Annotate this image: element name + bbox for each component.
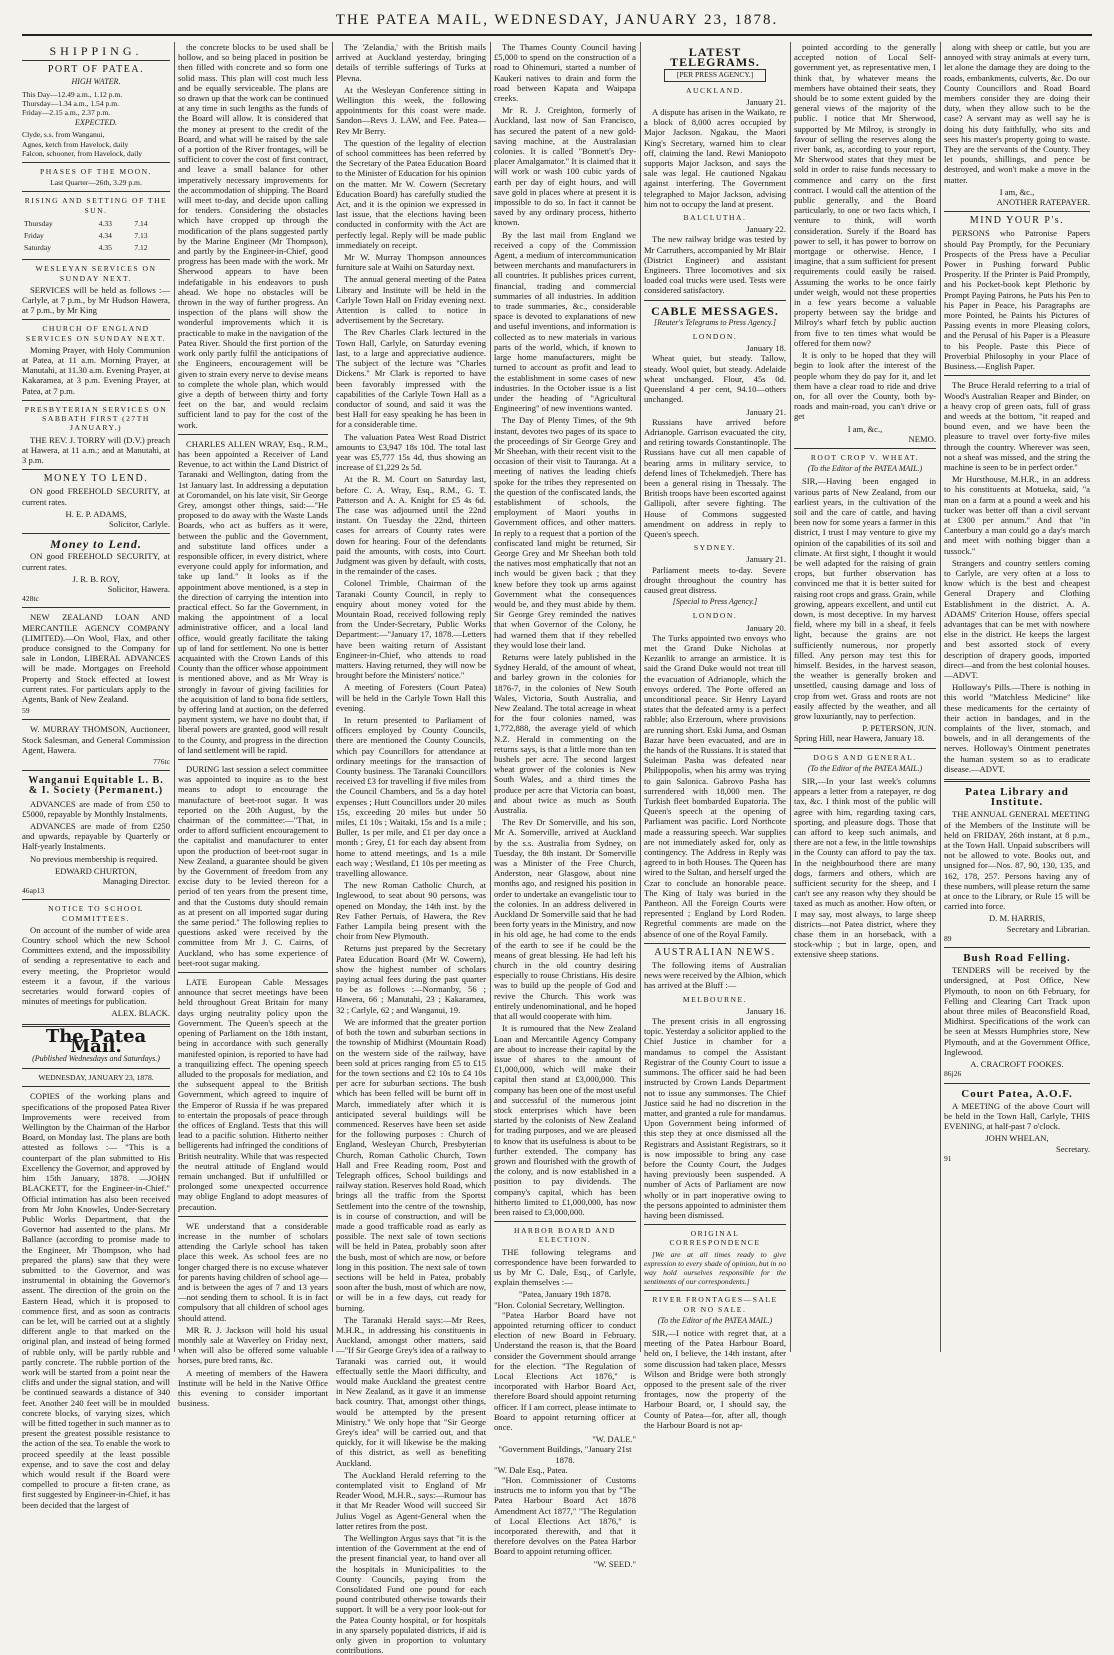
article-text: A meeting of members of the Hawera Institute will be held in the Native Office this evening to consider important business.: [178, 1367, 328, 1409]
divider: [178, 434, 328, 435]
cable-text: The Turks appointed two envoys who met the Grand Duke Nicholas at Kezanlik to arrange an armistice. It is said the Grand Duke would not treat till the evacuation of Adrianople, which the envoys ordered. The Porte offered an unconditional peace. Sir Henry Layard states that the defeated army is a perfect rabble; also Erzeroum, where provisions are running short. Eski Juma, and Osman Bazar have been evacuated, and are in the hands of the Russians. It is stated that Suleiman Pasha was defeated near Philippopolis, when his army was trying to gain Salonica. Gabrovo Pasha has surrendered with 18,000 men. The Turkish fleet bombarded Eupatoria. The Queen's speech at the opening of Parliament was pacific. Lord Northcote made a reassuring speech. War supplies are not immediately asked for, only as contingency. The Address in Reply was agreed to in both Houses. The Queen has wired to the Sultan, and herself urged the Czar to conclude an honorable peace. The King of Italy was buried in the Pantheon. All the Foreign Courts were represented ; England by Lord Roden. Regretful comments are made on the absence of one of the Royal Family.: [644, 632, 787, 939]
news-item: We are informed that the greater portion of both the town and suburban sections in the township of Midhirst (Mountain Road) on the western side of the railway, have been sold at prices ranging from £5 to £15 for the town sections and £2 10s to £4 10s per acre for suburban sections. The bush which has been felled will be burnt off in March, immediately after which it is anticipated several buildings will be commenced. Reserves have been set aside for the following purposes : Church of England, Wesleyan Church, Presbyterian Church, Roman Catholic Church, Town Hall and Free Reading room, Post and Telegraph offices, School buildings and railway station. Reserves hold Road, which brings all the traffic from the Sportst Settlement into the centre of the township, is in course of construction, and will be made a good trafficable road as early as possible. The next sale of town sections will be held in Patea, probably soon after the bush, most of which are now, or before long in this position. The next sale of town sections will be held in Patea, probably soon after the bush, most of which are now, or will be in a few days, cut ready for burning.: [336, 1016, 486, 1313]
table-row: [24, 219, 168, 229]
ad-code: 46ap13: [22, 886, 45, 896]
news-item: The new Roman Catholic Church, at Inglewood, to seat about 90 persons, was opened on Monday, the 14th inst. by the Rev Father Pertuis, of Hawera, the Rev Father Lampila being present with the choir from New Plymouth.: [336, 880, 486, 942]
adams-title: Solicitor, Carlyle.: [109, 518, 170, 529]
library-text: THE ANNUAL GENERAL MEETING of the Members of the Institute will be held on FRIDAY, 26th instant, at 8 p.m., at the Town Hall. Unpaid subscribers will not be allowed to vote. Books out, and unsigned for—Nos. 87, 90, 130, 135, and 162, 178, 257. Persons having any of these numbers, will please return the same at once to the Library, or Rule 15 will be carried into force.: [944, 809, 1090, 912]
reuter-label: [Reuter's Telegrams to Press Agency.]: [653, 317, 777, 327]
cable-messages-heading: CABLE MESSAGES.: [651, 303, 779, 318]
money-lend-heading: Money to Lend.: [50, 537, 142, 552]
article-text: CHARLES ALLEN WRAY, Esq., R.M., has been appointed a Receiver of Land Revenue, to act within the Land District of Taranaki and Wellington, dating from the 1st January last. In addressing a deputation at Coromandel, on his late visit, Sir George Grey, amongst other things, said:—"He proposed to do away with the Waste Lands Boards, who act as buffers as it were, between the public and the Government, and substitute land offices under a responsible officer, in every district, where everyone could apply for information, and take up land." It looks as if the appointment above mentioned, is a step in the direction of carrying the intention into practical effect. So far the Government, in making the appointment of a local administrative officer, and a local land office, would greatly facilitate the taking up of land for settlement. No one is better acquainted with the Crown Lands of this County than the officer whose appointment is mentioned above, and as Mr Wray is strongly in favour of giving facilities for the acquisition of land to bona fide settlers, by offering land at auction, on the deferred payment system, we have no doubt that, if liberal powers are granted, good will result to the County, and progress in the direction of land settlement will be rapid.: [178, 438, 328, 755]
dogs-heading: DOGS AND GENERAL.: [813, 752, 917, 762]
dateline: WEDNESDAY, JANUARY 23, 1878.: [38, 1073, 154, 1083]
letter-signoff: I am, &c.,: [847, 423, 883, 434]
news-item: The valuation Patea West Road District amounts to £3,947 18s 10d. The total last year was £5,777 15s 4d, thus showing an increase of £1,229 2s 5d.: [336, 431, 486, 473]
telegram-date: "Patea, January 19th 1878.: [518, 1289, 612, 1300]
dateline: January 21.: [746, 554, 786, 565]
divider: [22, 400, 170, 401]
table-row: [24, 243, 168, 253]
column-rule: [490, 42, 491, 1352]
harbor-heading: HARBOR BOARD AND ELECTION.: [513, 1226, 617, 1245]
paper-title: The Patea Mail.: [45, 1025, 147, 1057]
expected-line: Falcon, schooner, from Havelock, daily: [22, 148, 143, 158]
column-5: [644, 42, 787, 1430]
divider: [178, 759, 328, 760]
divider: [22, 319, 170, 320]
divider: [22, 259, 170, 260]
wesleyan-text: SERVICES will be held as follows :— Carlyle, at 7 p.m., by Mr Hudson Hawera, at 7 p.m., by Mr King: [22, 284, 170, 316]
roy-title: Solicitor, Hawera.: [107, 583, 170, 594]
rise-cell: 4.34: [98, 231, 112, 241]
set-cell: 7.12: [134, 243, 148, 253]
auckland-heading: AUCKLAND.: [685, 85, 744, 95]
bush-text: TENDERS will be received by the undersigned, at Post Office, New Plymouth, to noon on 6th February, for Felling and Clearing Cart Track upon about three miles of Beaconsfield Road, Midhirst. Specifications of the work can be seen at Messrs Humphries store, New Plymouth, and at the Government Office, Inglewood.: [944, 965, 1090, 1057]
dateline: January 21.: [746, 96, 786, 107]
expected-line: Clyde, s.s. from Wanganui,: [22, 130, 105, 140]
set-cell: 7.13: [134, 231, 148, 241]
ad-code: 86j26: [944, 1069, 962, 1079]
divider: [22, 607, 170, 608]
table-row: [24, 231, 168, 241]
dateline: January 22.: [746, 224, 786, 235]
news-item: Mr R. J. Creighton, formerly of Auckland, last now of San Francisco, has secured the patent of a new gold-saving machine, at the Australasian colonies. It is called "Bonnett's Dry-placer Amalgamator." It is claimed that it will work or wash 100 cubic yards of earth per day of eight hours, and will save gold in places where at present it is impossible to do so. In fact it cannot be saved by any ordinary process, hitherto known.: [494, 105, 636, 228]
news-item: The Wellington Argus says that "it is the intention of the Government at the end of the present financial year, to hand over all the hospitals in Municipalities to the County Councils, paying from the Consolidated Fund one pound for each pound contributed otherwise towards their support. It will be a very poor look-out for the Patea County hospital, or for hospitals in any sparsely populated districts, if aid is only given in proportion to voluntary contributions.: [336, 1533, 486, 1655]
court-heading: Court Patea, A.O.F.: [961, 1087, 1073, 1100]
divider: [22, 533, 170, 534]
rise-cell: 4.35: [98, 243, 112, 253]
news-item: The Auckland Herald referring to the contemplated visit to England of Mr Reader Wood, M.H.R., says:—Rumour has it that Mr Reader Wood will succeed Sir Julius Vogel as Agent-General when the latter retires from the post.: [336, 1469, 486, 1531]
harris-name: D. M. HARRIS,: [988, 913, 1046, 924]
column-3: [336, 42, 486, 1655]
news-item: The Taranaki Herald says:—Mr Rees, M.H.R., in addressing his constituents in Auckland, amongst other matters, said—"If Sir George Grey's idea of a railway to Taranaki was carried out, it would effectually settle the Maori difficulty, and would make Auckland the greatest centre in New Zealand, as it gave it an immense back country. That, amongst other things, would be attempted by the present Ministry." We only hope that "Sir George Grey's idea" will be carried out, and that quickly, for it will likewise be the making of this district, as well as benefiting Auckland.: [336, 1314, 486, 1468]
divider: [644, 943, 786, 944]
telegram-text: A dispute has arisen in the Waikato, re a block of 8,000 acres occupied by Major Jackson. Ngakau, the Maori King's Secretary, warned him to clear off, claiming the land. Rewi Maniopoto supports Major Jackson, and says the sale was legal. He cautioned Ngakau against interfering. The Government telegraphed to Major Jackson, advising him not to occupy the land at present.: [644, 107, 786, 209]
letter-signature: P. PETERSON, JUN.: [862, 723, 936, 734]
high-water-list: [22, 90, 170, 118]
letter-signature: NEMO.: [908, 433, 936, 444]
ad-code: 91: [944, 1153, 952, 1163]
day-cell: Saturday: [24, 243, 51, 253]
news-item: Mr W. Murray Thompson announces furniture sale at Waihi on Saturday next.: [336, 252, 486, 273]
melbourne-text: The present crisis in all engrossing topic. Yesterday a solicitor applied to the Chief Justice in chamber for a mandamus to compel the Assistant Registrar of the County Court to issue a summons. The officer said he had been instructed by Crown Lands Department not to issue any summonses. The Chief Justice said he had no discretion in the matter, and granted a rule for mandamus. Upon Government being informed of this step they at once dismissed all the Registrars and Assistant Registrars, so it is now impossible to bring any case before the County Court, the Judges having previously been suspended. A number of Acts of Parliament are now wholly or in part inoperative owing to the persons appointed to administer them having been dismissed.: [644, 1016, 786, 1220]
divider: [22, 770, 170, 771]
divider: [944, 375, 1090, 376]
mind-heading: MIND YOUR P's.: [969, 215, 1065, 227]
whelan-name: JOHN WHELAN,: [985, 1133, 1049, 1144]
wanganui-text-1: ADVANCES are made of from £50 to £5000, repayable by Monthly Instalments.: [22, 798, 170, 819]
wanganui-text-3: No previous membership is required.: [30, 853, 158, 864]
adams-name: H. E. P. ADAMS,: [65, 508, 127, 519]
news-item: The annual general meeting of the Patea Library and Institute will be held in the Carlyle Town Hall on Friday evening next. Attention is called to notice in advertisement by the Secretary.: [336, 274, 486, 326]
divider: [794, 748, 936, 749]
divider: [178, 972, 328, 973]
moon-phase: Last Quarter—26th, 3.29 p.m.: [50, 178, 142, 188]
news-item: Colonel Trimble, Chairman of the Taranaki County Council, in reply to enquiry about money voted for the Mountain Road, received following reply from the Under-Secretary, Public Works Department:—"January 17, 1878.—Letters have been waiting return of Assistant Engineer-in-Chief, who attends to road matters. Having returned, they will now be brought before the Ministers' notice.": [336, 578, 486, 681]
ad-code: 59: [22, 706, 30, 716]
correspondence-note: [We are at all times ready to give expression to every shade of opinion, but in no way hold ourselves responsible for the sentiments of our correspondents.]: [644, 1249, 786, 1287]
divider: [794, 448, 936, 449]
port-heading: PORT OF PATEA.: [47, 64, 145, 76]
divider: [644, 300, 786, 301]
telegram-signature: "W. DALE.": [592, 1434, 636, 1445]
letter-text: SIR,—I notice with regret that, at a meeting of the Patea Harbour Board, held on, I believe, the 14th instant, after some discussion had taken place, Messrs Wilson and Bridge were both strongly opposed to the present sale of the river frontages, now the property of the Harbour Board, or, I should say, the County of Patea—for, after all, though the Harbour Board is not ap-: [644, 1327, 786, 1430]
divider: [22, 719, 170, 720]
divider: [22, 899, 170, 900]
cable-text: Russians have arrived before Adrianople. Garrison evacuated the city, and retiring towards Constantinople. The Russians have cut all men capable of bearing arms in military service, to defend lines of Tchekmedjeh. There has been a general rising in Thessaly. The British troops have been escorted against Gallipoli, after severe fighting. The House of Commons suggested amendment on address in reply to Queen's speech.: [644, 416, 786, 539]
news-item: The 'Zelandia,' with the British mails arrived at Auckland yesterday, bringing details of terrible sufferings of Turks at Plevna.: [336, 42, 486, 83]
news-item: It is rumoured that the New Zealand Loan and Mercantile Agency Company are about to increase their capital by the issue of shares to the amount of £1,000,000, which will make their capital then stand at £3,000,000. This company has been one of the most useful and successful of the numerous joint stock enterprises which have been started by the colonists of New Zealand for trading purposes, and we are pleased to know that its usefulness is about to be further extended. The company has grown and flourished with the growth of the colony, and is now established in a position to pay dividends. The company's capital, which has been hitherto limited to £1,000,000, has now been raised to £3,000,000.: [494, 1023, 636, 1217]
letter-place: Spring Hill, near Hawera, January 18.: [794, 733, 925, 744]
high-water-heading: HIGH WATER.: [71, 77, 121, 87]
cable-text: Wheat quiet, but steady. Tallow, steady. Wool quiet, but steady. Adelaide wheat unchanged. Flour, 45s 0d. Queensland 4 per cent, 94.10—others unchanged.: [644, 353, 786, 405]
divider: [22, 469, 170, 470]
whelan-title: Secretary.: [1055, 1143, 1090, 1154]
column-1: [22, 42, 170, 1510]
library-heading: Patea Library and Institute.: [965, 786, 1069, 809]
news-item: The question of the legality of election of school committees has been referred by the Secretary of the Patea Education Board to the Minister of Education for his opinion on the matter. Mr W. Cowern (Secretary Education Board) has carefully studied the Act, and it is the opinion we expressed in last issue, that the elections having been conducted in conformity with the Act are perfectly legal. Reply will be made public immediately on receipt.: [336, 137, 486, 250]
press-agency-label: [PER PRESS AGENCY.]: [664, 69, 766, 81]
news-item: Holloway's Pills.—There is nothing in this world "Matchless Medicine" like these medicaments for the certainty of their action in bandages, and in the complaints of the liver, stomach, and bowels, and in all derangements of the nerves. Holloway's Ointment penetrates the human system so as to eradicate disease.—ADVT.: [944, 682, 1090, 774]
ad-code: 776tc: [153, 756, 170, 766]
special-label: [Special to Press Agency.]: [672, 597, 758, 607]
column-rule: [640, 42, 641, 1352]
article-text: WE understand that a considerable increase in the number of scholars attending the Carlyle school has taken place this week. As school fees are no longer charged there is no excuse whatever for parents having children of school age—and is between the ages of 7 and 13 years—not sending them to school. It is in fact compulsory that all children of school ages should attend.: [178, 1220, 328, 1323]
letter-text: SIR,—In your last week's columns appears a letter from a ratepayer, re dog tax, &c. I think most of the public will agree with him, regarding taxing cars, sporting, and pleasure dogs. Those that can afford to keep such animals, and there are not a few, in the little townships in the County can afford to pay the tax. In the neighbourhood there are many dogs, farmers and others, which are sufficient security for the sheep, and I can't see any reason why they should be taxed as much as another. How often, or I may say, most always, to large sheep districts—not Patea district, where they chase them in an horseback, with a stock-whip ; but in large, open, and extensive sheep stations.: [794, 776, 936, 960]
editor-address: (To the Editor of the PATEA MAIL.): [657, 1315, 773, 1325]
divider: [944, 1083, 1090, 1084]
cable-text: Parliament meets to-day. Severe drought throughout the country has caused great distress.: [644, 564, 786, 595]
news-item: The Rev Dr Somerville, and his son, Mr A. Somerville, arrived at Auckland by the s.s. Australia from Sydney, on Tuesday, the 8th instant. Dr Somerville was a Minister of the Free Church, Anderston, near Glasgow, about nine months ago, and resigned his position in order to undertake an evangelistic tour to the colonies. In an address delivered in Auckland Dr Somerville said that he had been forty years in the Ministry, and now in his old age, he had come to the ends of the earth to see if he could be the means of great blessing. He had left his church in the old country desiring especially to rouse Christians. His desire was to build up the people of God and revive the Church. This work was entirely undenominational, and he hoped that all would cooperate with him.: [494, 817, 636, 1022]
article-text: the concrete blocks to be used shall be hollow, and so being placed in position be then filled with concrete and so form one solid mass. This plan will cost much less and be equally serviceable. The plans are so drawn up that the work can be continued at any time in such lengths as the funds of the Board will allow. It is considered that the money at present to the credit of the Board, and what will be raised by the sale of a portion of the River frontages, will be sufficient to cover the cost of first contract, and leave a small balance for other imperatively necessary improvements for the accommodation of shipping. The Board will meet to-day, and decide upon calling for tenders. Considering the obstacles which have cropped up through the modification of the plans suggested partly by the Marine Engineer (Mr Thompson), and partly by the Engineer-in-Chief, good progress has been made with the work. Mr Sherwood appears to have been indefatigable in his endeavors to push ahead. We hope no obstacles will be thrown in the way of further progress. An inspection of the plans will show the wonderful improvements which it is practicable to make in the navigation of the Patea River. Should the first portion of the work only partly fulfil the anticipations of the Engineers, encouragement will be given to strain every nerve to devise means to complete the whole plan, which would give a depth of between thirty and forty feet on the bar, and would reclaim sufficient land to pay for the cost of the work.: [178, 42, 328, 430]
rise-cell: 4.33: [98, 218, 112, 228]
melbourne-heading: MELBOURNE.: [682, 994, 748, 1004]
news-item: At the R. M. Court on Saturday last, before C. A. Wray, Esq., R.M., G. T. Patterson and A. A. Knight for £5 4s 6d. The case was adjourned until the 22nd instant. On Tuesday the 22nd, thirteen cases for arrears of County rates were down for hearing. Four of the defendants paid the amounts, with costs, into Court. Judgment was given by default, with costs, in the remainder of the cases.: [336, 474, 486, 577]
news-item: A meeting of Foresters (Court Patea) will be held in the Carlyle Town Hall this evening.: [336, 682, 486, 713]
balclutha-heading: BALCLUTHA.: [683, 213, 747, 223]
roy-name: J. R. B. ROY,: [72, 573, 120, 584]
letter-text: SIR,—Having been engaged in various parts of New Zealand, from our earliest years, in the cultivation of the soil and the care of cattle, and having been now for some years a farmer in this district, I trust I may venture to give my opinion of the capabilities of its soil and climate. At first sight, I thought it would be well adapted for the raising of grain crops, but further observation has convinced me that it is better suited for raising root crops and grass. Grain, while growing, appears excellent, and until cut down, is most deceptive. In my harvest field, where my bill in a sheaf, it feels light, because the grains are not sufficiently numerous, nor properly filled. Any person may test this for himself. Besides, in the harvest season, the weather is generally broken and unsettled, causing damage and loss of crop from wet. Grass and roots are not easily affected by the weather, and all grow luxuriantly, nay to perfection.: [794, 476, 936, 721]
church-text: Morning Prayer, with Holy Communion at Patea, at 11 a.m. Morning Prayer, at Manutahi, at 11.30 a.m. Evening Prayer, at Kakaramea, at 3 p.m. Evening Prayer, at Patea, at 7 p.m.: [22, 344, 170, 396]
column-2: [178, 42, 328, 1409]
editor-address: (To the Editor of the PATEA MAIL.): [807, 464, 923, 474]
telegram-text: The new railway bridge was tested by Mr Carruthers, accompanied by Mr Blair (District Engineer) and assistant Engineers. Three locomotives and six loaded coal trucks were used. Tests were considered satisfactory.: [644, 234, 786, 296]
wanganui-heading: Wanganui Equitable L. B. & I. Society (Permanent.): [28, 775, 164, 797]
news-item: In return presented to Parliament of officers employed by County Councils, there are mentioned the County Councils, which pay Councillors for attendance at ordinary meetings for the transaction of County business. The Taranaki Councillors received £3 for travelling if five miles from the Council Chambers, and 5s a day hotel expenses ; Hutt Councillors under 20 miles 15s, exceeding 20 miles but under 50 miles, £1 10s ; Waitaki, 15s and 1s a mile ; Buller, 1s per mile, and £1 per day once a month ; Grey, £1 for each day absent from home to attend meetings, and 1s a mile each way ; Westland, £1 10s per meeting as travelling allowance.: [336, 715, 486, 879]
telegram-text: "Patea Harbor Board have not appointed returning officer to conduct election of new Board in February. Understand the reason is, that the Board consider the Government should arrange for the election. "The Regulation of Local Elections Act 1876," is incorporated with Harbor Board Act, therefore Board should appoint returning officer. If I am correct, please intimate to Board to appoint returning officer at once.: [494, 1309, 636, 1433]
correspondence-heading: ORIGINAL CORRESPONDENCE: [669, 1229, 761, 1248]
news-item: Returns just prepared by the Secretary Patea Education Board (Mr W. Cowern), show the highest number of scholars paying actual fees during the past quarter to be as follows :—Normanby, 56 ; Hawera, 66 ; Manutahi, 23 ; Kakaramea, 32 ; Carlyle, 62 ; and Wanganui, 19.: [336, 943, 486, 1015]
murray-ad: W. MURRAY THOMSON, Auctioneer, Stock Salesman, and General Commission Agent, Hawera.: [22, 724, 170, 755]
day-cell: Thursday: [24, 218, 53, 228]
masthead: THE PATEA MAIL, WEDNESDAY, JANUARY 23, 1878.: [335, 12, 779, 28]
nz-loan-ad: NEW ZEALAND LOAN AND MERCANTILE AGENCY COMPANY (LIMITED).—On Wool, Flax, and other produce consigned to the Company for sale in London, LIBERAL ADVANCES will be made. Mortgages on Freehold Property and Stock effected at lowest current rates. For particulars apply to the Agents, Bank of New Zealand.: [22, 612, 170, 704]
news-item: Returns were lately published in the Sydney Herald, of the amount of wheat, and barley grown in the colonies for 1876-7, in the colonies of New South Wales, Victoria, South Australia, and New Zealand. The total acreage in wheat for the four colonies named, was 1,772,888, the average yield of which N.Z. Herald in commenting on the returns says, is that a little more than ten bushels per acre. The second largest wheat grower of the colonies is New South Wales, and a third times the produce per acre that Victoria can boast, and about twice as much as South Australia.: [494, 651, 636, 816]
news-item: The Bruce Herald referring to a trial of Wood's Australian Reaper and Binder, on a heavy crop of green oats, full of grass and weeds at the bottom, "it reaped and bound even, and we have been the pleasure to travel over forty-five miles through the country. Wherever was seen, not a sheaf was missed, and the string the machine is seen to be in perfect order.": [944, 380, 1090, 472]
article-text: LATE European Cable Messages announce that secret meetings have been held throughout Great Britain for many days urging neutrality policy upon the Government. The Queen's speech at the opening of Parliament on the 18th instant, being in accordance with such generally manifested opinion, is reported to have had a tranquilizing effect. The opening speech alluded to the proposals for mediation, and the subsequent appeal to the British Government, which agreed to inquire of the Emperor of Russia if he was prepared to entertain the proposals of peace through the offices of England. Tests that this will lead to a pacific solution. Hitherto neither belligerents had infringed the conditions of British neutrality. While that was respected the neutral attitude of England would remain unchanged. But if unfulfilled or prolonged some unexpected occurrence may oblige England to adopt measures of precaution.: [178, 977, 328, 1212]
divider: [22, 60, 170, 61]
divider: [22, 191, 170, 192]
editorial-text: COPIES of the working plans and specifications of the proposed Patea River Improvements were received from Wellington by the Chairman of the Harbor Board, on Monday last. The plans are both attested as follows :— "This is a counterpart of the plan submitted to His Excellency the Governor, and approved by him 15th January, 1878. —JOHN BLACKETT, for the Engineer-in-Chief." Official intimation has also been received from Mr John Knowles, Under-Secretary Public Works Department, that the Governor had assented to the plans. Mr Ballance (according to promise made to the Engineer, Mr Thompson, who had prepared the plans) saw that they were submitted to the Governor, and was instrumental in obtaining the Governor's assent. The direction of the groin on the Eastern Head, which it is proposed to commence first, and as soon as contracts can be let, will be carried out at a slightly different angle to that marked on the original plan, and instead of being formed of rubble only, will be partly rubble and partly concrete. The rubble portion of the work will be started from a point near the cliffs and under the signal station, and will be continued seawards a distance of 340 feet. Another 240 feet will be in moulded concrete blocks, of varying sizes, which will be fitted together in such manner as to present the greatest possible resistance to the action of the sea. To enable the work to proceed speedily at the least possible expense, and to save the cost and delay which would result if the Board were compelled to procure a fit-ten crane, as first suggested by Engineer-in-Chief, it has been decided that the largest of: [22, 1091, 170, 1510]
published-line: (Published Wednesdays and Saturdays.): [32, 1054, 160, 1064]
divider: [22, 1086, 170, 1087]
news-item: By the last mail from England we received a copy of the Commission Agent, a medium of intercommunication between merchants and manufacturers in all countries. It publishes prices current, financial, trading and commercial summaries of all industries. In addition to trade summaries, &c., considerable space is devoted to explanations of new and useful inventions, and information is collected as to new materials in various parts of the world, which, if known to large home manufacturers, might be turned to account as profit and lead to the establishment in some cases of new industries. In the October issue is a list under the heading of "Agricultural Engineering" of new inventions wanted.: [494, 229, 636, 414]
shipping-heading: SHIPPING.: [49, 44, 143, 58]
divider: [944, 947, 1090, 948]
money-heading: MONEY TO LEND.: [43, 473, 149, 485]
expected-list: [22, 130, 170, 158]
notice-heading: NOTICE TO SCHOOL COMMITTEES.: [48, 904, 144, 923]
column-6: [794, 42, 936, 1352]
london-heading: LONDON.: [692, 332, 738, 342]
telegram-text: "Hon. Commissioner of Customs instructs me to inform you that by "The Patea Harbour Board Act 1878 Amendment Act 1877," "The Regulation of Local Elections Act 1876," is incorporated therewith, and that it therefore devolves on the Patea Harbor Board to appoint returning officer.: [494, 1475, 636, 1557]
bush-heading: Bush Road Felling.: [963, 952, 1071, 965]
column-rule: [332, 42, 333, 1352]
news-item: The Thames County Council having £5,000 to spend on the construction of a road to Ohinemuri, started a number of Kaukeri natives to drain and form the road between Kapata and Waipapa creeks.: [494, 42, 636, 104]
presbyterian-heading: PRESBYTERIAN SERVICES ON SABBATH FIRST (27TH JANUARY.): [24, 404, 168, 433]
high-water-line: Friday—2.15 a.m., 2.37 p.m.: [22, 108, 111, 118]
article-text: DURING last session a select committee was appointed to inquire as to the best means to adopt to encourage the manufacture of beet-root sugar. It was reported on the 20th August, by the chairman of the committee:—"That, in order to afford sufficient encouragement to the capitalist and manufacturer to enter upon the production of beet-root sugar in New Zealand, a guarantee should be given by the Government of freedom from any excise duty to be levied thereon for a period of ten years from the present time, and that the Customs duty should remain as at present on all imported sugar during the same period." The following replies to questions asked were received by the committee from Mr J. C. Cairns, of Auckland, who has some experience of beet-root sugar making.: [178, 764, 328, 968]
money-lend-text: ON good FREEHOLD SECURITY, at current rates.: [22, 551, 170, 572]
dateline: January 20.: [746, 622, 786, 633]
divider: [178, 1216, 328, 1217]
divider: [644, 1224, 786, 1225]
moon-heading: PHASES OF THE MOON.: [40, 167, 152, 177]
harris-title: Secretary and Librarian.: [1006, 923, 1090, 934]
churton-name: EDWARD CHURTON,: [55, 865, 137, 876]
letter-text: pointed according to the generally accepted notion of Local Self-government yet, as representative men, I think that, by whatever means the members have obtained their seats, they should be to some extent guided by the general views of the majority of the public. I notice that Mr Sherwood, supported by Mr Milroy, is strongly in favour of selling the reserves along the river bank, as, according to your report, Mr Sherwood states that they must be sold in order to raise funds necessary to commence and carry on the first contract. I would call the attention of the public generally, and the Board particularly, to one or two facts which, I venture to think, will worth consideration. Surely if the Board has power to sell, it has power to borrow on mortgage or otherwise. Hence, I imagine, that a sum sufficient for present requirements could easily be raised. Assuming the works to be once fairly under weigh, would not these properties in a few years become a valuable property between say the bridge and Milroy's wharf fetch by public auction from five to ten times what would be offered for them now?: [794, 42, 936, 348]
dateline: January 18.: [746, 343, 786, 354]
letter-text: It is only to be hoped that they will begin to look after the interest of the people whom they do pay for it, and let them have a clear road to ride and drive on, for all over the County, both by-roads and main-road, you can't drive or get: [794, 350, 936, 422]
australian-intro: The following items of Australian news were received by the Albion, which has arrived at the Bluff :—: [644, 960, 786, 991]
churton-title: Managing Director.: [102, 876, 170, 887]
editor-address: (To the Editor of the PATEA MAIL.): [807, 763, 923, 773]
telegram-address: "Hon. Colonial Secretary, Wellington.: [494, 1299, 625, 1310]
australian-news-heading: AUSTRALIAN NEWS.: [654, 946, 776, 958]
letter-signature: ANOTHER RATEPAYER.: [996, 197, 1090, 208]
news-item: The Rev Charles Clark lectured in the Town Hall, Carlyle, on Saturday evening last, to a large and appreciative audience. The subject of the lecture was "Charles Dickens." Mr Clark is reported to have been favorably impressed with the capabilities of the Carlyle Town Hall as a conductor of sound, and said it was the best Hall for easy speaking he has been in for a considerable time.: [336, 327, 486, 430]
sun-heading: RISING AND SETTING OF THE SUN.: [24, 196, 168, 215]
sydney-heading: SYDNEY.: [693, 543, 737, 553]
presbyterian-text: THE REV. J. TORRY will (D.V.) preach at Hawera, at 11 a.m.; and at Manutahi, at 3 p.m.: [22, 434, 170, 465]
notice-text: On account of the number of wide area Country school which the new School Committees extend, and the impossibility of sending a representative to each and every meeting, the Proprietor would esteem it a favour, if the various secretaries would forward copies of minutes of meetings for publication.: [22, 924, 170, 1007]
news-item: The Day of Plenty Times, of the 9th instant, devotes two pages of its space to the proceedings of Sir George Grey and Mr Sheehan, with their recent visit to the occasion of their visit to Tauranga. At a meeting of natives the leading chiefs spoke for the tribes they represented on the question of the confiscated lands, the establishment of schools, the employment of Maori youths in Government offices, and other matters. In reply to a request that a portion of the confiscated land might be returned, Sir George Grey and Mr Sheehan both told the natives most emphatically that not an inch would be given back ; that they knew before they took up arms against Government what the consequences would be, and they must abide by them. Sir George Grey reminded the natives that when Governor of the Colony, he had warned them that if they rebelled they would lose their land.: [494, 415, 636, 650]
court-text: A MEETING of the above Court will be held in the Town Hall, Carlyle, THIS EVENING, at half-past 7 o'clock.: [944, 1100, 1090, 1132]
expected-heading: EXPECTED.: [75, 118, 117, 128]
river-heading: RIVER FRONTAGES—SALE OR NO SALE.: [652, 1295, 778, 1314]
news-item: Strangers and country settlers coming to Carlyle, are very often at a loss to know which is the best and cheapest General Drapery and Clothing Establishment in the district. A. A. ADAMS' Criterion House, offers special advantages that can be met with nowhere else in the district. He keeps the largest and best assorted stock of every description of drapery goods, imported direct—and from the best colonial houses.—ADVT.: [944, 557, 1090, 680]
telegram-address: "W. Dale Esq., Patea.: [494, 1464, 568, 1475]
black-signature: ALEX. BLACK.: [111, 1008, 170, 1019]
ad-code: 428tc: [22, 594, 39, 604]
article-text: MR R. J. Jackson will hold his usual monthly sale at Waverley on Friday next, when will also be offered some valuable horses, pure bred rams, &c.: [178, 1324, 328, 1366]
expected-line: Agnes, ketch from Havelock, daily: [22, 139, 129, 149]
set-cell: 7.14: [134, 218, 148, 228]
harbor-intro: THE following telegrams and correspondence have been forwarded to us by Mr C. Dale, Esq., of Carlyle, explain themselves :—: [494, 1246, 636, 1288]
telegram-date: "Government Buildings, "January 21st 1878.: [498, 1444, 632, 1465]
divider: [644, 1290, 786, 1291]
divider: [944, 779, 1090, 782]
wanganui-text-2: ADVANCES are made of from £250 and upwards, repayable by Quarterly or Half-yearly Instalments.: [22, 821, 170, 852]
london-heading: LONDON.: [692, 611, 738, 621]
column-rule: [790, 42, 791, 1352]
church-heading: CHURCH OF ENGLAND SERVICES ON SUNDAY NEXT.: [25, 324, 167, 343]
fookes-name: A. CRACROFT FOOKES.: [970, 1059, 1064, 1070]
telegram-signature: "W. SEED.": [593, 1558, 636, 1569]
top-rule: [22, 34, 1092, 36]
latest-telegrams-heading: LATEST TELEGRAMS.: [670, 45, 760, 70]
news-item: At the Wesleyan Conference sitting in Wellington this week, the following appointments for this coast were made. Sandon—Revs J. LAW, and Fee. Patea—Rev Mr Berry.: [336, 84, 486, 136]
dateline: January 16.: [746, 1005, 786, 1016]
news-item: Mr Hursthouse, M.H.R., in an address to his constituents at Motueka, said, "a man on a farm at a pound a week and his tucker was better off than a civil servant at £300 per annum." And that "in Canterbury a man could go a day's march and meet with nothing bigger than a tussock.": [944, 474, 1090, 556]
sun-table: [22, 217, 170, 256]
high-water-line: This Day—12.49 a.m., 1.12 p.m.: [22, 89, 123, 99]
column-rule: [174, 42, 175, 1352]
ad-code: 89: [944, 933, 952, 943]
divider: [22, 162, 170, 163]
column-rule: [940, 42, 941, 1352]
divider: [944, 211, 1090, 212]
column-7: [944, 42, 1090, 1352]
dateline: January 21.: [746, 406, 786, 417]
wesleyan-heading: WESLEYAN SERVICES ON SUNDAY NEXT.: [35, 264, 157, 283]
day-cell: Friday: [24, 231, 44, 241]
divider: [22, 1068, 170, 1069]
mind-text: PERSONS who Patronise Papers should Pay Promptly, for the Pecuniary Prospects of the Press have a Peculiar Power in Pushing forward Public Prosperity. If the Printer is Paid Promptly, and his Pocket-book kept Plethoric by Prompt Paying Patrons, he Puts his Pen to his Paper in Peace, his Paragraphs are more Pointed, he Paints his Pictures of Passing events in more Pleasing colors, and the Perusal of his Paper is a Pleasure to his People. Paste this Piece of Proverbial Philosophy in your Place of Business.—English Paper.: [944, 228, 1090, 372]
root-crop-heading: ROOT CROP V. WHEAT.: [810, 452, 920, 462]
high-water-line: Thursday—1.34 a.m., 1.54 p.m.: [22, 98, 120, 108]
divider: [494, 1221, 636, 1222]
money-text: ON good FREEHOLD SECURITY, at current rates.: [22, 486, 170, 507]
letter-text: along with sheep or cattle, but you are annoyed with stray animals at every turn, let alone the damage they are doing to the roads, embankments, culverts, &c. Do our County Councillors and Road Board members consider they are doing their duty, when they allow such to be the case? A servant may as well say he is doing his duty faithfully, who sits and sees his master's property going to waste. They are the servants of the County. They let pounds, shillings, and pence be destroyed, and won't make a move in the matter.: [944, 42, 1090, 185]
column-4: [494, 42, 636, 1569]
letter-signoff: I am, &c.,: [999, 186, 1035, 197]
